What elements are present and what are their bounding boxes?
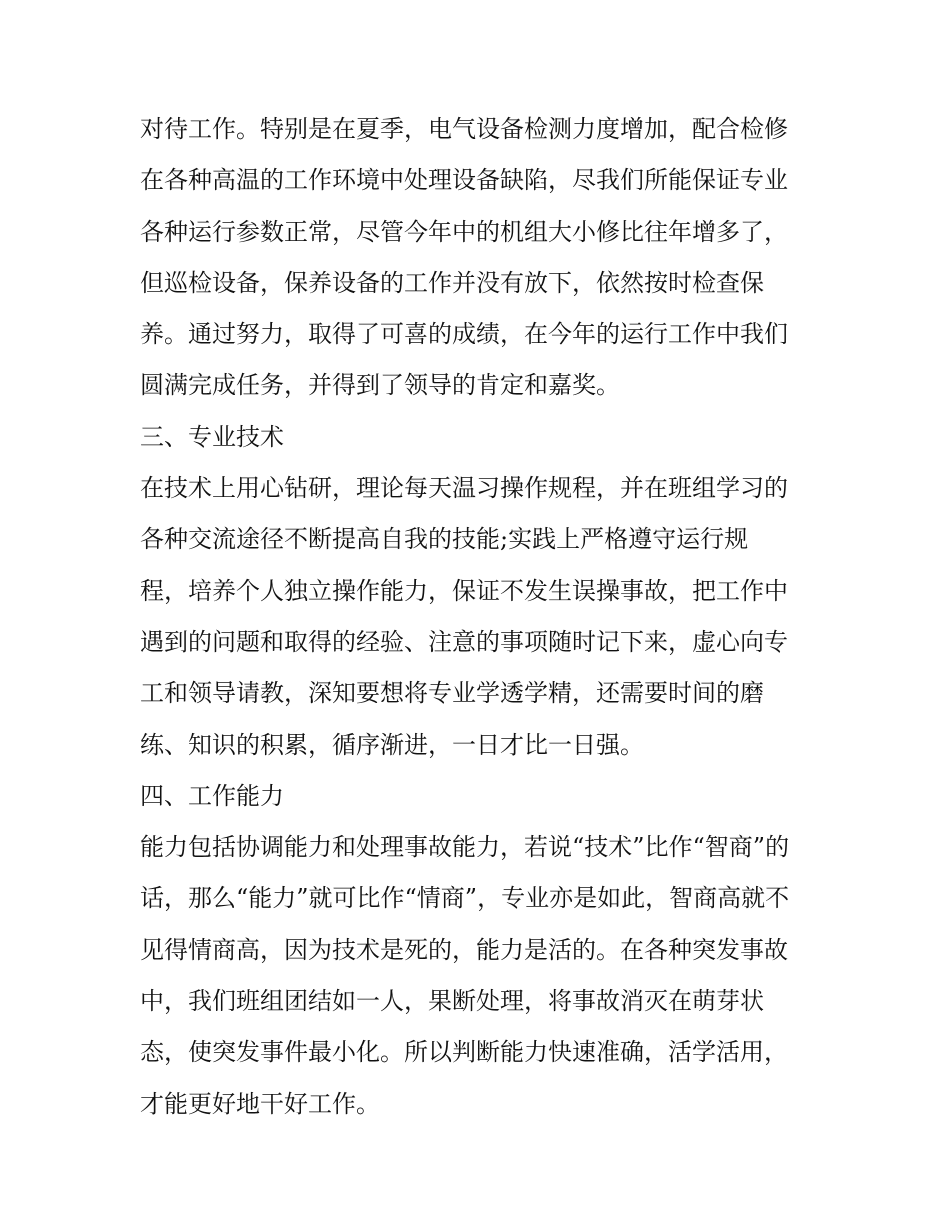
paragraph-line: 但巡检设备，保养设备的工作并没有放下，依然按时检查保 <box>140 268 764 297</box>
paragraph-line: 练、知识的积累，循序渐进，一日才比一日强。 <box>140 730 644 759</box>
paragraph-line: 各种运行参数正常，尽管今年中的机组大小修比往年增多了， <box>140 217 788 246</box>
paragraph-line: 对待工作。特别是在夏季，电气设备检测力度增加，配合检修 <box>140 115 788 143</box>
paragraph-line: 圆满完成任务，并得到了领导的肯定和嘉奖。 <box>140 371 620 400</box>
paragraph-line: 工和领导请教，深知要想将专业学透学精，还需要时间的磨 <box>140 679 764 708</box>
paragraph-line: 程，培养个人独立操作能力，保证不发生误操事故，把工作中 <box>140 576 788 605</box>
paragraph-line: 能力包括协调能力和处理事故能力，若说“技术”比作“智商”的 <box>140 833 790 862</box>
section-heading: 三、专业技术 <box>140 422 284 451</box>
paragraph-line: 养。通过努力，取得了可喜的成绩，在今年的运行工作中我们 <box>140 320 788 349</box>
paragraph-line: 话，那么“能力”就可比作“情商”，专业亦是如此，智商高就不 <box>140 884 790 913</box>
paragraph-line: 才能更好地干好工作。 <box>140 1089 380 1118</box>
paragraph-line: 中，我们班组团结如一人，果断处理，将事故消灭在萌芽状 <box>140 987 764 1016</box>
paragraph-line: 在各种高温的工作环境中处理设备缺陷，尽我们所能保证专业 <box>140 166 788 195</box>
document-body <box>140 104 820 1130</box>
section-heading: 四、工作能力 <box>140 781 284 810</box>
paragraph-line: 各种交流途径不断提高自我的技能;实践上严格遵守运行规 <box>140 525 749 554</box>
paragraph-line: 遇到的问题和取得的经验、注意的事项随时记下来，虚心向专 <box>140 627 788 656</box>
paragraph-line: 在技术上用心钻研，理论每天温习操作规程，并在班组学习的 <box>140 474 788 503</box>
paragraph-line: 态，使突发事件最小化。所以判断能力快速准确，活学活用， <box>140 1038 788 1067</box>
paragraph-line: 见得情商高，因为技术是死的，能力是活的。在各种突发事故 <box>140 935 788 964</box>
